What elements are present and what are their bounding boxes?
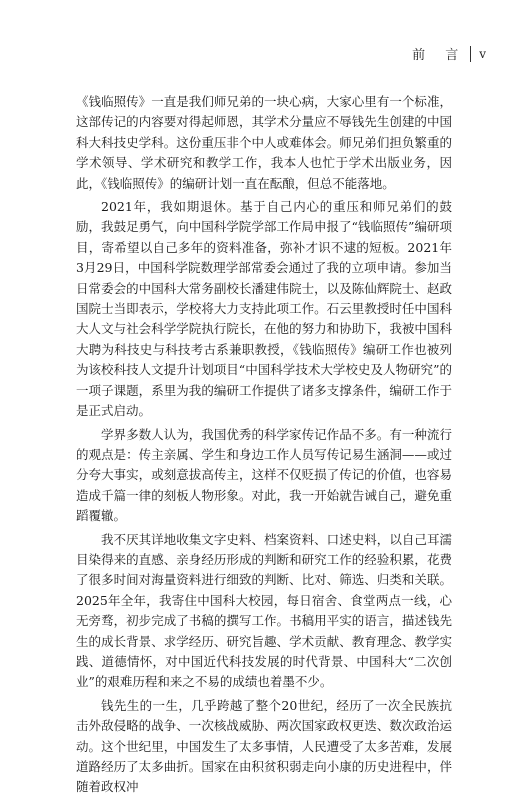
page-number: v [479, 46, 486, 61]
section-title: 前 言 [412, 48, 467, 63]
paragraph: 2021年，我如期退休。基于自己内心的重压和师兄弟们的鼓励，我鼓足勇气，向中国科学院学部工作局申报了“钱临照传”编研项目，寄希望以自己多年的资料准备，弥补才识不逮的短板。2021年3月29日，中国科学院数理学部常委会通过了我的立项申请。参加当日常委会的中国科大常务副校长潘建伟院士，以及陈仙辉院士、赵政国院士当即表示，学校将大力支持此项工作。石云里教授时任中国科大人文与社会科学学院执行院长，在他的努力和协助下，我被中国科大聘为科技史与科技考古系兼职教授，《钱临照传》编研工作也被列为该校科技人文提升计划项目“中国科学技术大学校史及人物研究”的一项子课题，系里为我的编研工作提供了诸多支撑条件，编研工作于是正式启动。 [76, 199, 452, 419]
body-text [76, 92, 452, 801]
paragraph: 我不厌其详地收集文字史料、档案资料、口述史料，以自己耳濡目染得来的直感、亲身经历形成的判断和研究工作的经验积累，花费了很多时间对海量资料进行细致的判断、比对、筛选、归类和关联。2025年全年，我寄住中国科大校园，每日宿舍、食堂两点一线，心无旁骛，初步完成了书稿的撰写工作。书稿用平实的语言，描述钱先生的成长背景、求学经历、研究旨趣、学术贡献、教育理念、教学实践、道德情怀，对中国近代科技发展的时代背景、中国科大“二次创业”的艰难历程和来之不易的成绩也着墨不少。 [76, 531, 452, 690]
header-divider [470, 46, 471, 62]
paragraph: 钱先生的一生，几乎跨越了整个20世纪，经历了一次全民族抗击外敌侵略的战争、一次核战威胁、两次国家政权更迭、数次政治运动。这个世纪里，中国发生了太多事情，人民遭受了太多苦难，发展道路经历了太多曲折。国家在由积贫积弱走向小康的历史进程中，伴随着政权冲 [76, 697, 452, 795]
running-header [412, 44, 486, 63]
paragraph: 学界多数人认为，我国优秀的科学家传记作品不多。有一种流行的观点是：传主亲属、学生和身边工作人员写传记易生涵洞——或过分夸大事实，或刻意拔高传主，这样不仅贬损了传记的价值，也容易造成千篇一律的刻板人物形象。对此，我一开始就告诫自己，避免重蹈覆辙。 [76, 426, 452, 524]
paragraph: 《钱临照传》一直是我们师兄弟的一块心病，大家心里有一个标准，这部传记的内容要对得起师恩，其学术分量应不辱钱先生创建的中国科大科技史学科。这份重压非个中人或难体会。师兄弟们担负繁重的学术领导、学术研究和教学工作，我本人也忙于学术出版业务，因此，《钱临照传》的编研计划一直在酝酿，但总不能落地。 [76, 94, 452, 191]
